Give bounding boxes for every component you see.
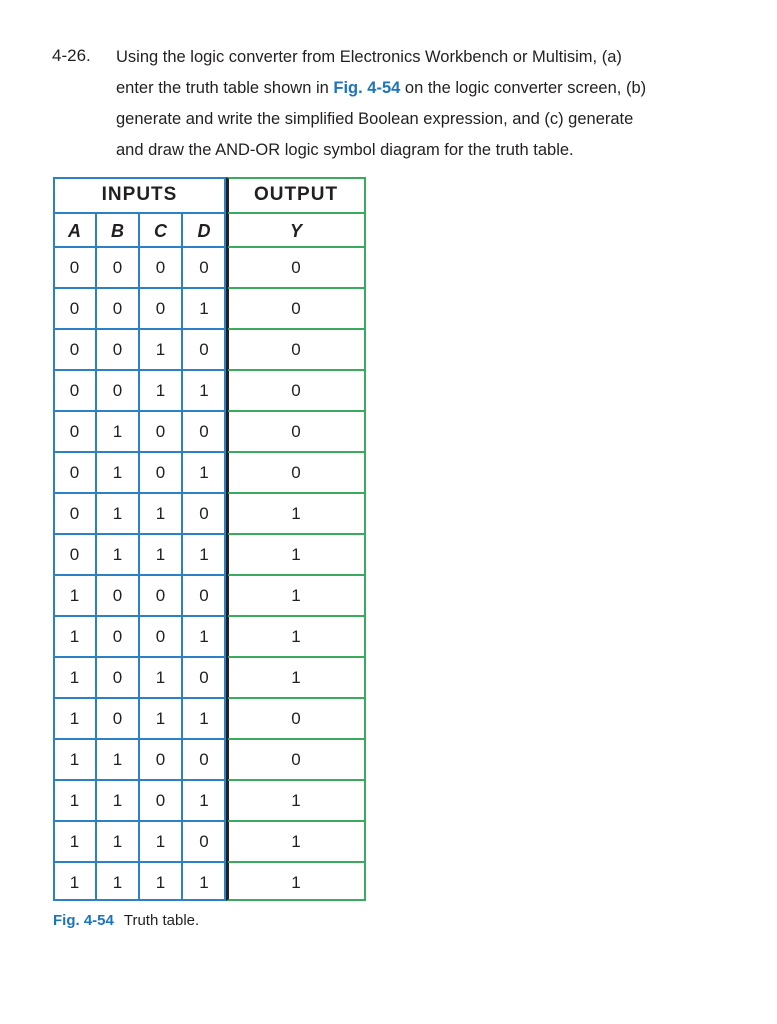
column-header-a: A	[68, 220, 81, 241]
input-cell-c: 0	[155, 626, 166, 646]
output-cell-y: 0	[291, 380, 301, 400]
output-cell-y: 0	[291, 708, 301, 728]
input-cell-c: 0	[155, 749, 166, 769]
input-cell-b: 0	[112, 667, 123, 687]
output-cell-y: 1	[291, 790, 301, 810]
input-cell-a: 0	[69, 544, 80, 564]
output-cell-y: 1	[291, 503, 301, 523]
column-header-d: D	[197, 220, 211, 241]
input-cell-b: 0	[112, 380, 123, 400]
input-cell-d: 1	[199, 298, 209, 318]
output-cell-y: 0	[291, 749, 301, 769]
input-cell-a: 1	[69, 626, 80, 646]
row-divider	[53, 212, 226, 214]
input-cell-a: 0	[69, 503, 80, 523]
input-cell-d: 1	[199, 790, 209, 810]
input-cell-c: 1	[155, 708, 166, 728]
problem-line: Using the logic converter from Electronics Workbench or Multisim, (a)	[116, 48, 622, 66]
row-divider	[228, 212, 365, 214]
input-cell-a: 1	[69, 667, 80, 687]
input-cell-d: 0	[199, 503, 209, 523]
input-cell-c: 0	[155, 257, 166, 277]
input-cell-c: 0	[155, 421, 166, 441]
output-cell-y: 0	[291, 421, 301, 441]
problem-text	[116, 42, 756, 166]
input-cell-c: 0	[155, 462, 166, 482]
input-cell-b: 1	[112, 544, 123, 564]
output-cell-y: 1	[291, 831, 301, 851]
input-cell-a: 1	[69, 831, 80, 851]
input-cell-b: 0	[112, 257, 123, 277]
input-cell-b: 1	[112, 831, 123, 851]
column-header-c: C	[154, 220, 167, 241]
input-cell-c: 1	[155, 380, 166, 400]
input-cell-d: 0	[199, 749, 209, 769]
input-cell-d: 0	[199, 421, 209, 441]
input-cell-c: 1	[155, 544, 166, 564]
input-cell-b: 0	[112, 585, 123, 605]
output-cell-y: 0	[291, 298, 301, 318]
problem-line: enter the truth table shown in Fig. 4-54 on the logic converter screen, (b)	[116, 79, 647, 97]
input-cell-b: 1	[112, 749, 123, 769]
input-cell-a: 0	[69, 462, 80, 482]
input-cell-c: 1	[155, 831, 166, 851]
input-cell-c: 1	[155, 339, 166, 359]
input-cell-d: 0	[199, 257, 209, 277]
input-cell-b: 0	[112, 339, 123, 359]
input-cell-d: 0	[199, 831, 209, 851]
caption-text: Truth table.	[123, 912, 200, 929]
input-cell-c: 1	[155, 503, 166, 523]
output-cell-y: 0	[291, 257, 301, 277]
input-cell-a: 1	[69, 585, 80, 605]
output-cell-y: 0	[291, 339, 301, 359]
column-header-b: B	[111, 220, 124, 241]
input-cell-b: 0	[112, 708, 123, 728]
truth-table	[53, 177, 366, 901]
input-cell-a: 1	[69, 872, 80, 892]
figure-label: Fig. 4-54	[53, 912, 114, 929]
input-cell-d: 1	[199, 872, 209, 892]
input-cell-a: 0	[69, 380, 80, 400]
output-header: OUTPUT	[253, 184, 339, 205]
input-cell-c: 1	[155, 872, 166, 892]
input-cell-d: 0	[199, 667, 209, 687]
input-cell-a: 1	[69, 749, 80, 769]
output-cell-y: 1	[291, 626, 301, 646]
input-cell-c: 0	[155, 585, 166, 605]
input-cell-b: 1	[112, 421, 123, 441]
problem-number: 4-26.	[52, 46, 91, 65]
figure-caption	[53, 912, 199, 929]
input-cell-d: 1	[199, 462, 209, 482]
input-cell-a: 0	[69, 257, 80, 277]
input-cell-d: 0	[199, 339, 209, 359]
input-cell-d: 1	[199, 626, 209, 646]
input-cell-d: 1	[199, 708, 209, 728]
input-cell-d: 1	[199, 544, 209, 564]
problem-line: and draw the AND-OR logic symbol diagram for the truth table.	[116, 141, 574, 159]
output-cell-y: 1	[291, 872, 301, 892]
input-cell-a: 0	[69, 339, 80, 359]
input-cell-a: 1	[69, 708, 80, 728]
output-cell-y: 1	[291, 585, 301, 605]
input-cell-b: 1	[112, 462, 123, 482]
output-cell-y: 1	[291, 544, 301, 564]
problem-line: generate and write the simplified Boolean expression, and (c) generate	[116, 110, 634, 128]
input-cell-b: 1	[112, 790, 123, 810]
output-cell-y: 1	[291, 667, 301, 687]
input-cell-c: 0	[155, 790, 166, 810]
input-cell-c: 0	[155, 298, 166, 318]
input-cell-b: 1	[112, 872, 123, 892]
input-cell-d: 1	[199, 380, 209, 400]
input-cell-a: 0	[69, 421, 80, 441]
input-cell-c: 1	[155, 667, 166, 687]
inputs-header: INPUTS	[101, 184, 178, 205]
input-cell-b: 0	[112, 298, 123, 318]
input-cell-a: 1	[69, 790, 80, 810]
column-header-y: Y	[289, 220, 302, 241]
input-cell-b: 1	[112, 503, 123, 523]
output-cell-y: 0	[291, 462, 301, 482]
input-cell-a: 0	[69, 298, 80, 318]
input-cell-b: 0	[112, 626, 123, 646]
input-cell-d: 0	[199, 585, 209, 605]
figure-reference-link[interactable]: Fig. 4-54	[333, 79, 401, 97]
